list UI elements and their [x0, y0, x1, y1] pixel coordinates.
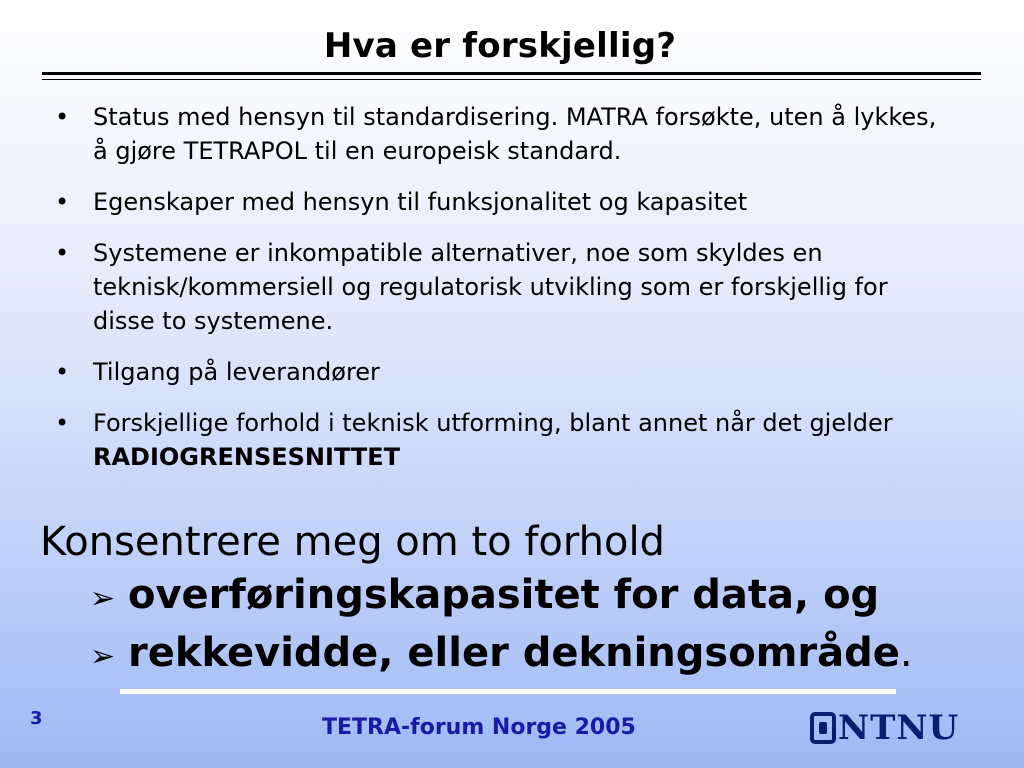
- list-item: [55, 406, 955, 474]
- logo-mark-icon: [810, 712, 836, 744]
- focus-item-capacity: [90, 568, 1000, 626]
- bullet-icon: •: [55, 358, 70, 386]
- focus-heading: Konsentrere meg om to forhold: [40, 519, 665, 565]
- focus-item-period: .: [899, 630, 913, 676]
- focus-item-text: overføringskapasitet for data, og: [128, 572, 880, 618]
- ntnu-logo: [810, 708, 959, 748]
- bullet-text: Tilgang på leverandører: [93, 358, 380, 386]
- list-item: [55, 100, 955, 168]
- footer-divider: [120, 689, 896, 694]
- list-item: [55, 185, 955, 219]
- footer-text: TETRA-forum Norge 2005: [322, 715, 636, 740]
- list-item: [55, 236, 955, 338]
- bullet-text: Egenskaper med hensyn til funksjonalitet og kapasitet: [93, 188, 748, 216]
- bullet-icon: •: [55, 103, 70, 131]
- focus-item-text: rekkevidde, eller dekningsområde: [128, 630, 900, 676]
- focus-item-range: [90, 626, 1000, 684]
- bullet-icon: •: [55, 239, 70, 267]
- bullet-text: Systemene er inkompatible alternativer, noe som skyldes en teknisk/kommersiell og regulatorisk utvikling som er forskjellig for disse to systemene.: [93, 239, 888, 335]
- slide-title: Hva er forskjellig?: [323, 26, 677, 66]
- bullet-icon: •: [55, 188, 70, 216]
- bullet-icon: •: [55, 409, 70, 437]
- focus-section: [40, 516, 1000, 684]
- bullet-text: Status med hensyn til standardisering. MATRA forsøkte, uten å lykkes, å gjøre TETRAPOL til en europeisk standard.: [93, 103, 937, 165]
- bullet-text: Forskjellige forhold i teknisk utforming, blant annet når det gjelder: [93, 409, 893, 437]
- logo-text: NTNU: [838, 708, 960, 748]
- list-item: [55, 355, 955, 389]
- bullet-list: [55, 100, 955, 491]
- arrow-bullet-icon: ➢: [90, 581, 116, 616]
- title-divider: [42, 72, 981, 80]
- page-number: 3: [30, 708, 43, 729]
- arrow-bullet-icon: ➢: [90, 639, 116, 674]
- bullet-emphasis: RADIOGRENSESNITTET: [93, 443, 401, 471]
